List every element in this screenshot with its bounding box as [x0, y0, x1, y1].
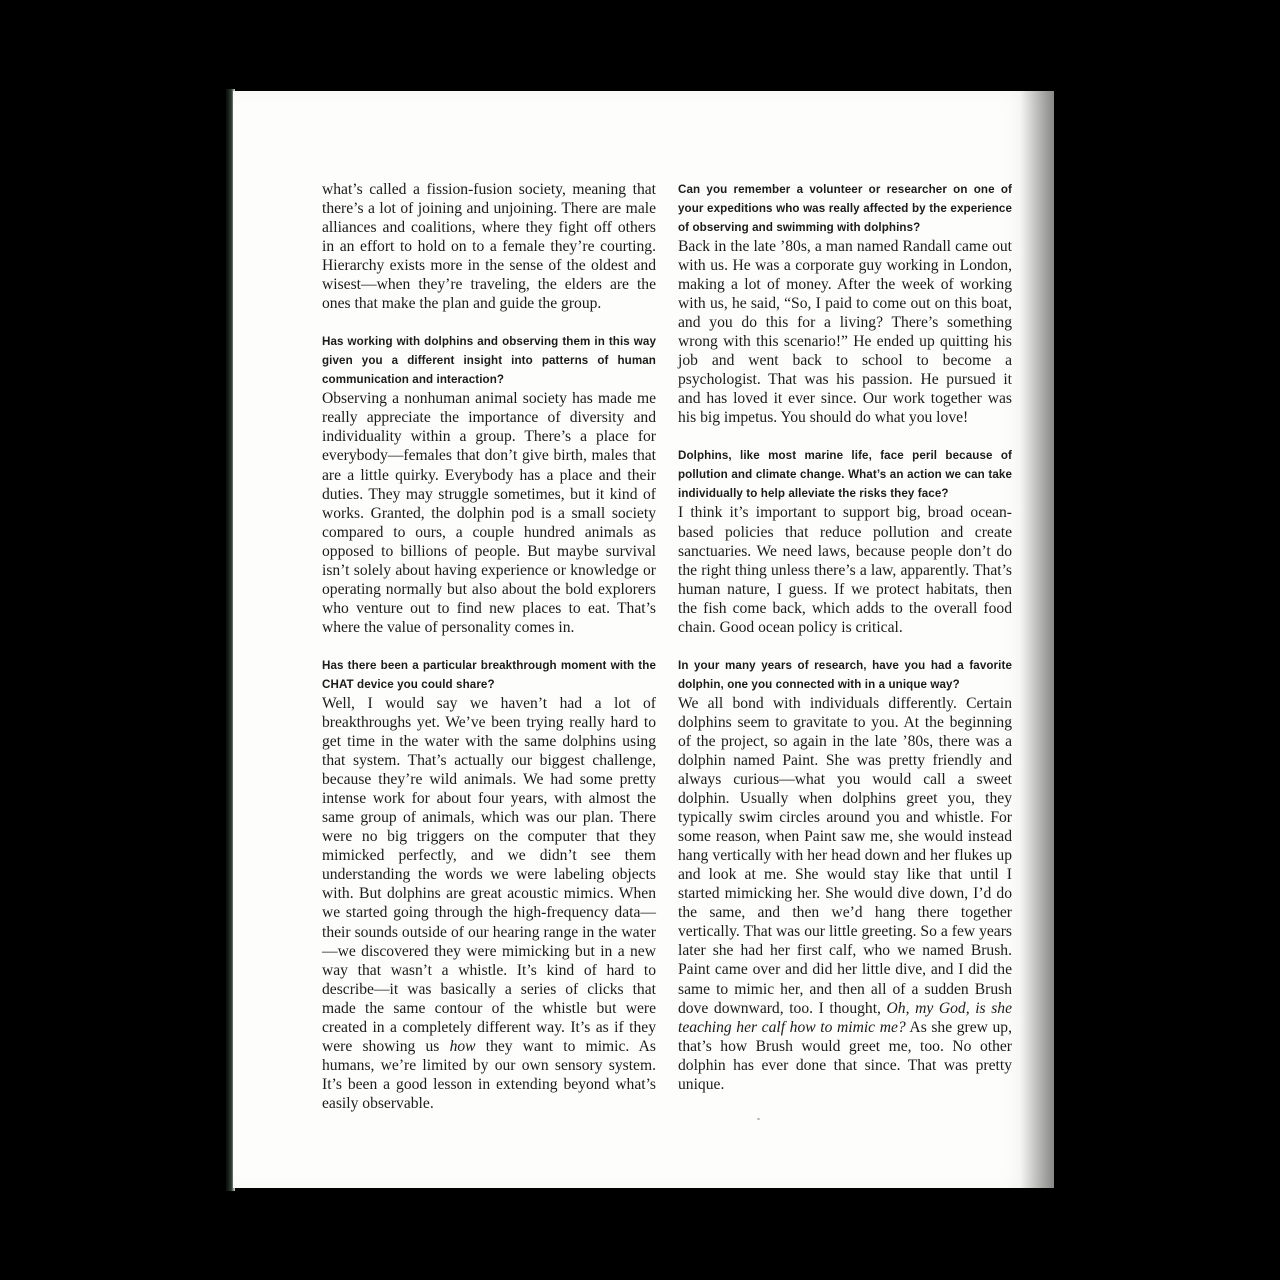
- answer-human-communication: Observing a nonhuman animal society has made me really appreciate the importance of diversity and individuality within a group. There’s a place for everybody—females that don’t give birth, males that are a little quirky. Everybody has a place and their duties. They may struggle sometimes, but it kind of works. Granted, the dolphin pod is a small society compared to ours, a couple hundred animals as opposed to billions of people. But maybe survival isn’t solely about having experience or knowledge or operating normally but also about the bold explorers who venture out to find new places to eat. That’s where the value of personality comes in.: [322, 390, 656, 636]
- question-human-communication: Has working with dolphins and observing them in this way given you a different insight into patterns of human communication and interaction?: [322, 335, 656, 387]
- answer-favorite-text-1: We all bond with individuals differently. Certain dolphins seem to gravitate to you. At the beginning of the project, so again in the late ’80s, there was a dolphin named Paint. She was pretty friendly and always curious—what you would call a sweet dolphin. Usually when dolphins greet you, they typically swim circles around you and whistle. For some reason, when Paint saw me, she would instead hang vertically with her head down and her flukes up and look at me. She would stay like that until I started mimicking her. She would dive down, I’d do the same, and then we’d hang there together vertically. That was our little greeting. So a few years later she had her first calf, who we named Brush. Paint came over and did her little dive, and I did the same to mimic her, and then all of a sudden Brush dove downward, too. I thought,: [678, 694, 1012, 1017]
- answer-chat-breakthrough: [322, 694, 656, 1113]
- answer-chat-text-2: they want to mimic. As humans, we’re limited by our own sensory system. It’s been a good lesson in extending beyond what’s easily observable.: [322, 1037, 656, 1112]
- answer-chat-italic: how: [449, 1037, 476, 1055]
- answer-favorite-text-2: As she grew up, that’s how Brush would greet me, too. No other dolphin has ever done that since. That was pretty unique.: [678, 1018, 1013, 1093]
- answer-volunteer: Back in the late ’80s, a man named Randall came out with us. He was a corporate guy working in London, making a lot of money. After the week of working with us, he said, “So, I paid to come out on this boat, and you do this for a living? There’s something wrong with this scenario!” He ended up quitting his job and went back to school to become a psychologist. That was his passion. He pursued it and has loved it ever since. Our work together was his big impetus. You should do what you love!: [678, 238, 1012, 427]
- question-pollution: Dolphins, like most marine life, face peril because of pollution and climate change. What’s an action we can take individually to help alleviate the risks they face?: [678, 449, 1012, 501]
- left-text-column: [322, 180, 656, 1113]
- answer-favorite-dolphin: [678, 694, 1012, 1094]
- answer-chat-text-1: Well, I would say we haven’t had a lot of breakthroughs yet. We’ve been trying really hard to get time in the water with the same dolphins using that system. That’s actually our biggest challenge, because they’re wild animals. We had some pretty intense work for about four years, with almost the same group of animals, which was our plan. There were no big triggers on the computer that they mimicked perfectly, and we didn’t see them understanding the words we were labeling objects with. But dolphins are great acoustic mimics. When we started going through the high-frequency data—their sounds outside of our hearing range in the water—we discovered they were mimicking but in a new way that wasn’t a whistle. It’s kind of hard to describe—it was basically a series of clicks that made the same contour of the whistle but were created in a completely different way. It’s as if they were showing us: [322, 694, 656, 1055]
- answer-pollution: I think it’s important to support big, broad ocean-based policies that reduce pollution and create sanctuaries. We need laws, because people don’t do the right thing unless there’s a law, apparently. That’s human nature, I guess. If we protect habitats, then the fish come back, which adds to the overall food chain. Good ocean policy is critical.: [678, 504, 1012, 636]
- right-text-column: [678, 180, 1012, 1094]
- intro-paragraph: what’s called a fission-fusion society, meaning that there’s a lot of joining and unjoining. There are male alliances and coalitions, where they fight off others in an effort to hold on to a female they’re courting. Hierarchy exists more in the sense of the oldest and wisest—when they’re traveling, the elders are the ones that make the plan and guide the group.: [322, 181, 656, 313]
- question-favorite-dolphin: In your many years of research, have you had a favorite dolphin, one you connected with in a unique way?: [678, 658, 1012, 691]
- page-gutter-shadow: [1020, 91, 1054, 1188]
- paper-speck: [757, 1118, 760, 1120]
- answer-favorite-italic: Oh, my God, is she teaching her calf how to mimic me?: [678, 999, 1012, 1036]
- question-chat-breakthrough: Has there been a particular breakthrough moment with the CHAT device you could share?: [322, 658, 656, 691]
- question-volunteer: Can you remember a volunteer or researcher on one of your expeditions who was really affected by the experience of observing and swimming with dolphins?: [678, 183, 1012, 234]
